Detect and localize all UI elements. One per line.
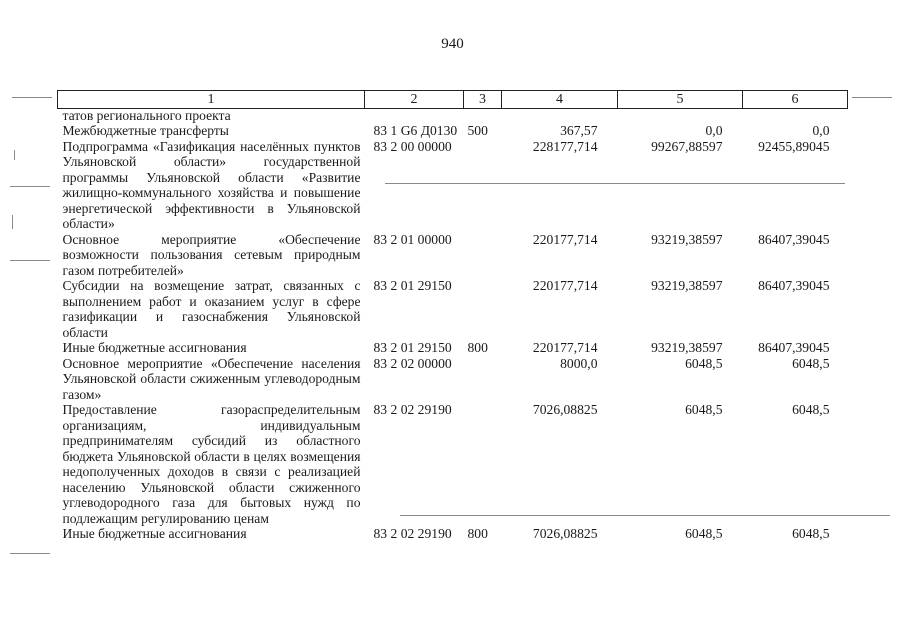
cell-2023 [743, 109, 848, 124]
cell-code: 83 2 01 29150 [373, 278, 452, 293]
cell-2021: 367,57 [560, 123, 598, 138]
scan-artifact-line [10, 186, 50, 187]
cell-type [464, 278, 502, 340]
cell-2023: 6048,5 [792, 355, 830, 371]
budget-table [57, 90, 848, 542]
table-row [58, 109, 848, 124]
cell-2021: 7026,08825 [532, 402, 598, 417]
cell-2022: 93219,38597 [651, 231, 723, 247]
cell-2022: 6048,5 [685, 355, 723, 371]
cell-code: 83 2 00 00000 [373, 138, 452, 154]
col-header-type: 3 [464, 91, 502, 109]
table-row [58, 139, 848, 232]
scan-artifact-tick [12, 215, 13, 229]
table-row [58, 340, 848, 356]
cell-2021 [502, 109, 618, 124]
cell-code: 83 2 02 00000 [373, 355, 452, 371]
cell-code: 83 2 02 29190 [373, 402, 452, 417]
cell-2021: 220177,714 [532, 340, 598, 355]
cell-name: Основное мероприятие «Обеспечение возможности пользования сетевым природным газом потребителей» [62, 231, 361, 278]
cell-code [365, 109, 464, 124]
table-header-row [58, 91, 848, 109]
scan-artifact-line [852, 97, 892, 98]
col-header-name: 1 [58, 91, 365, 109]
scan-artifact-tick [14, 150, 15, 160]
cell-code: 83 1 G6 Д0130 [373, 123, 458, 138]
col-header-2021: 4 [502, 91, 618, 109]
cell-2023: 6048,5 [792, 526, 830, 541]
scan-artifact-line [12, 97, 52, 98]
table-row [58, 526, 848, 542]
cell-type [464, 356, 502, 403]
cell-name: Предоставление газораспределительным организациям, индивидуальным предпринимателям субсидий из областного бюджета Ульяновской области в целях возмещения недополученных доходов в связи с реализацией населению Ульяновской области сжиженного углеводородного газа для бытовых нужд по подлежащим регулированию ценам [62, 402, 361, 526]
cell-2022: 93219,38597 [651, 278, 723, 293]
col-header-2023: 6 [743, 91, 848, 109]
cell-type [464, 232, 502, 279]
cell-2023: 92455,89045 [758, 138, 830, 154]
cell-type [464, 109, 502, 124]
cell-2023: 86407,39045 [758, 231, 830, 247]
table-row [58, 278, 848, 340]
col-header-2022: 5 [618, 91, 743, 109]
cell-name: Иные бюджетные ассигнования [62, 340, 247, 355]
col-header-code: 2 [365, 91, 464, 109]
cell-type [464, 139, 502, 232]
cell-2021: 220177,714 [532, 231, 598, 247]
cell-2021: 8000,0 [560, 355, 598, 371]
table-row [58, 402, 848, 526]
cell-2022: 6048,5 [685, 402, 723, 417]
cell-2023: 86407,39045 [758, 340, 830, 355]
cell-2021: 228177,714 [532, 138, 598, 154]
scan-artifact-line [10, 260, 50, 261]
cell-name: Основное мероприятие «Обеспечение населения Ульяновской области сжиженным углеводородным газом» [62, 355, 361, 402]
page-number: 940 [441, 36, 464, 52]
cell-name: Межбюджетные трансферты [62, 123, 229, 138]
cell-2021: 7026,08825 [532, 526, 598, 541]
cell-2023: 6048,5 [792, 402, 830, 417]
cell-2022: 6048,5 [685, 526, 723, 541]
cell-name: татов регионального проекта [62, 108, 231, 123]
cell-name: Иные бюджетные ассигнования [62, 526, 247, 541]
scan-artifact-line [10, 553, 50, 554]
cell-2022 [618, 109, 743, 124]
cell-code: 83 2 01 00000 [373, 231, 452, 247]
cell-name: Субсидии на возмещение затрат, связанных с выполнением работ и оказанием услуг в сфере газификации и газоснабжения Ульяновской области [62, 278, 361, 340]
cell-2023: 86407,39045 [758, 278, 830, 293]
cell-2022: 0,0 [705, 123, 723, 138]
table-row [58, 232, 848, 279]
cell-type: 800 [467, 340, 488, 355]
cell-2022: 99267,88597 [651, 138, 723, 154]
cell-code: 83 2 02 29190 [373, 526, 452, 541]
cell-code: 83 2 01 29150 [373, 340, 452, 355]
cell-type: 500 [467, 123, 488, 138]
table-row [58, 356, 848, 403]
cell-2022: 93219,38597 [651, 340, 723, 355]
cell-2021: 220177,714 [532, 278, 598, 293]
cell-type: 800 [467, 526, 488, 541]
cell-name: Подпрограмма «Газификация населённых пунктов Ульяновской области» государственной программы Ульяновской области «Развитие жилищно-коммунального хозяйства и повышение энергетической эффективности в Ульяновской области» [62, 138, 361, 231]
cell-2023: 0,0 [812, 123, 830, 138]
cell-type [464, 402, 502, 526]
table-row [58, 123, 848, 139]
